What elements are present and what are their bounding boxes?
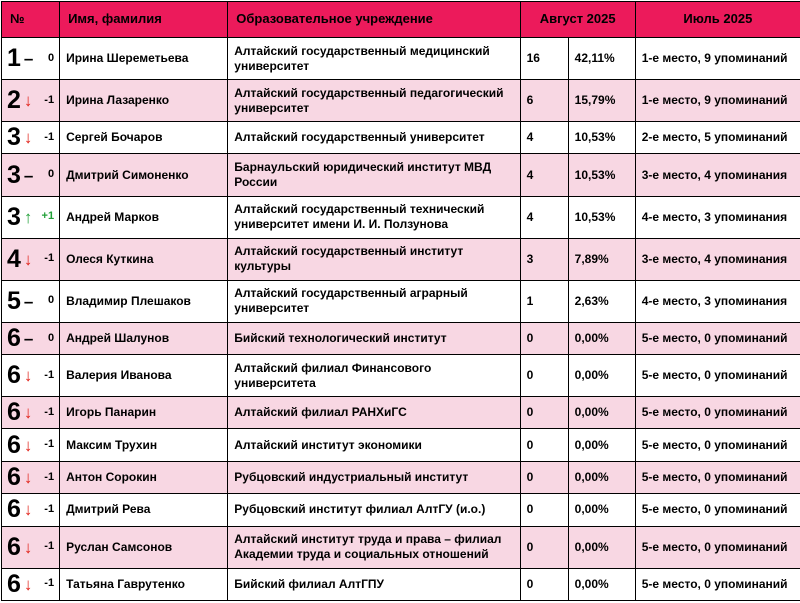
- trend-arrow-icon: ↓: [23, 537, 33, 557]
- july-result: 5-е место, 0 упоминаний: [635, 322, 800, 354]
- institution: Алтайский государственный медицинский университет: [228, 38, 520, 80]
- table-row: [2, 196, 800, 238]
- header-name: Имя, фамилия: [60, 2, 228, 38]
- institution: Алтайский государственный аграрный университет: [228, 280, 520, 322]
- mention-count: 0: [520, 526, 568, 568]
- rank-number: 6: [7, 462, 21, 491]
- header-july: Июль 2025: [635, 2, 800, 38]
- mention-count: 0: [520, 461, 568, 493]
- institution: Алтайский филиал Финансового университета: [228, 355, 520, 397]
- mention-count: 0: [520, 322, 568, 354]
- july-result: 5-е место, 0 упоминаний: [635, 526, 800, 568]
- rank-number: 3: [7, 202, 21, 231]
- mention-percent: 0,00%: [568, 461, 635, 493]
- rank-wrap: [7, 323, 55, 352]
- table-row: [2, 494, 800, 526]
- ranking-table: [1, 1, 800, 601]
- mention-count: 6: [520, 80, 568, 122]
- rank-number: 4: [7, 244, 21, 273]
- rank-cell: [2, 355, 60, 397]
- rank-number: 6: [7, 361, 21, 390]
- table-row: [2, 429, 800, 461]
- person-name: Валерия Иванова: [60, 355, 228, 397]
- rank-wrap: [7, 286, 55, 315]
- table-header-row: [2, 2, 800, 38]
- table-row: [2, 122, 800, 154]
- mention-count: 0: [520, 494, 568, 526]
- rank-number: 6: [7, 569, 21, 598]
- rank-number: 3: [7, 160, 21, 189]
- table-body: [2, 38, 800, 601]
- rank-cell: [2, 280, 60, 322]
- rank-cell: [2, 526, 60, 568]
- july-result: 5-е место, 0 упоминаний: [635, 494, 800, 526]
- person-name: Олеся Куткина: [60, 238, 228, 280]
- rank-wrap: [7, 532, 55, 561]
- rank-cell: [2, 80, 60, 122]
- trend-arrow-icon: ↓: [23, 574, 33, 594]
- july-result: 1-е место, 9 упоминаний: [635, 80, 800, 122]
- rank-cell: [2, 122, 60, 154]
- mention-count: 1: [520, 280, 568, 322]
- person-name: Руслан Самсонов: [60, 526, 228, 568]
- rank-change: 0: [47, 168, 55, 181]
- july-result: 5-е место, 0 упоминаний: [635, 461, 800, 493]
- table-row: [2, 461, 800, 493]
- table-row: [2, 322, 800, 354]
- institution: Алтайский государственный педагогический университет: [228, 80, 520, 122]
- july-result: 3-е место, 4 упоминания: [635, 154, 800, 196]
- table-row: [2, 526, 800, 568]
- rank-change: 0: [47, 331, 55, 344]
- rank-cell: [2, 154, 60, 196]
- rank-cell: [2, 38, 60, 80]
- rank-number: 6: [7, 430, 21, 459]
- rank-wrap: [7, 46, 54, 71]
- header-institution: Образовательное учреждение: [228, 2, 520, 38]
- rank-cell: [2, 494, 60, 526]
- july-result: 4-е место, 3 упоминания: [635, 280, 800, 322]
- person-name: Ирина Лазаренко: [60, 80, 228, 122]
- trend-arrow-icon: ↓: [23, 128, 33, 148]
- rank-number: 6: [7, 323, 21, 352]
- mention-percent: 15,79%: [568, 80, 635, 122]
- institution: Рубцовский индустриальный институт: [228, 461, 520, 493]
- mention-percent: 7,89%: [568, 238, 635, 280]
- rank-wrap: [7, 462, 55, 491]
- trend-arrow-icon: –: [23, 165, 34, 185]
- mention-percent: 10,53%: [568, 122, 635, 154]
- trend-arrow-icon: –: [23, 49, 34, 69]
- person-name: Сергей Бочаров: [60, 122, 228, 154]
- header-august: Август 2025: [520, 2, 635, 38]
- trend-arrow-icon: ↓: [23, 403, 33, 423]
- institution: Алтайский институт экономики: [228, 429, 520, 461]
- table-row: [2, 397, 800, 429]
- person-name: Андрей Шалунов: [60, 322, 228, 354]
- table-row: [2, 280, 800, 322]
- july-result: 3-е место, 4 упоминания: [635, 238, 800, 280]
- rank-change: -1: [44, 470, 55, 483]
- table-row: [2, 568, 800, 600]
- table-row: [2, 38, 800, 80]
- july-result: 1-е место, 9 упоминаний: [635, 38, 800, 80]
- mention-count: 0: [520, 355, 568, 397]
- july-result: 4-е место, 3 упоминания: [635, 196, 800, 238]
- person-name: Татьяна Гаврутенко: [60, 568, 228, 600]
- mention-count: 0: [520, 429, 568, 461]
- rank-cell: [2, 397, 60, 429]
- rank-wrap: [7, 569, 55, 598]
- mention-percent: 0,00%: [568, 568, 635, 600]
- institution: Бийский технологический институт: [228, 322, 520, 354]
- mention-percent: 0,00%: [568, 526, 635, 568]
- person-name: Максим Трухин: [60, 429, 228, 461]
- rank-number: 6: [7, 495, 21, 524]
- rank-wrap: [7, 497, 54, 522]
- person-name: Владимир Плешаков: [60, 280, 228, 322]
- person-name: Ирина Шереметьева: [60, 38, 228, 80]
- table-row: [2, 238, 800, 280]
- rank-number: 6: [7, 398, 21, 427]
- institution: Алтайский институт труда и права – филиал Академии труда и социальных отношений: [228, 526, 520, 568]
- mention-percent: 0,00%: [568, 429, 635, 461]
- rank-wrap: [7, 202, 55, 231]
- july-result: 5-е место, 0 упоминаний: [635, 429, 800, 461]
- rank-change: -1: [44, 540, 55, 553]
- rank-change: -1: [44, 438, 55, 451]
- mention-percent: 10,53%: [568, 196, 635, 238]
- trend-arrow-icon: ↓: [23, 91, 33, 111]
- person-name: Антон Сорокин: [60, 461, 228, 493]
- trend-arrow-icon: ↓: [23, 249, 33, 269]
- rank-change: -1: [44, 252, 55, 265]
- rank-wrap: [7, 88, 54, 113]
- trend-arrow-icon: –: [23, 328, 34, 348]
- july-result: 5-е место, 0 упоминаний: [635, 568, 800, 600]
- person-name: Дмитрий Рева: [60, 494, 228, 526]
- july-result: 5-е место, 0 упоминаний: [635, 397, 800, 429]
- rank-cell: [2, 461, 60, 493]
- person-name: Игорь Панарин: [60, 397, 228, 429]
- trend-arrow-icon: ↓: [23, 366, 33, 386]
- person-name: Андрей Марков: [60, 196, 228, 238]
- institution: Алтайский государственный институт культуры: [228, 238, 520, 280]
- mention-percent: 0,00%: [568, 494, 635, 526]
- rank-change: -1: [44, 405, 55, 418]
- institution: Рубцовский институт филиал АлтГУ (и.о.): [228, 494, 520, 526]
- trend-arrow-icon: ↓: [23, 500, 33, 520]
- table-row: [2, 80, 800, 122]
- institution: Алтайский государственный технический университет имени И. И. Ползунова: [228, 196, 520, 238]
- trend-arrow-icon: ↑: [23, 207, 33, 227]
- july-result: 2-е место, 5 упоминаний: [635, 122, 800, 154]
- mention-count: 4: [520, 196, 568, 238]
- rank-wrap: [7, 400, 54, 425]
- mention-count: 0: [520, 568, 568, 600]
- mention-count: 4: [520, 122, 568, 154]
- trend-arrow-icon: ↓: [23, 467, 33, 487]
- rank-change: -1: [44, 93, 55, 106]
- rank-change: 0: [47, 294, 55, 307]
- mention-percent: 0,00%: [568, 397, 635, 429]
- rank-cell: [2, 322, 60, 354]
- header-rank: №: [2, 2, 60, 38]
- rank-change: -1: [44, 368, 55, 381]
- mention-percent: 10,53%: [568, 154, 635, 196]
- rank-cell: [2, 568, 60, 600]
- mention-count: 4: [520, 154, 568, 196]
- rank-cell: [2, 238, 60, 280]
- institution: Алтайский государственный университет: [228, 122, 520, 154]
- rank-wrap: [7, 160, 55, 189]
- mention-percent: 2,63%: [568, 280, 635, 322]
- rank-wrap: [7, 244, 55, 273]
- mention-percent: 0,00%: [568, 355, 635, 397]
- rank-number: 5: [7, 286, 21, 315]
- rank-wrap: [7, 363, 54, 388]
- rank-change: 0: [47, 51, 55, 64]
- mention-count: 16: [520, 38, 568, 80]
- rank-change: +1: [41, 210, 55, 223]
- rank-number: 1: [7, 44, 21, 73]
- table-row: [2, 154, 800, 196]
- institution: Барнаульский юридический институт МВД России: [228, 154, 520, 196]
- july-result: 5-е место, 0 упоминаний: [635, 355, 800, 397]
- rank-number: 6: [7, 532, 21, 561]
- rank-cell: [2, 429, 60, 461]
- mention-count: 3: [520, 238, 568, 280]
- rank-change: -1: [44, 130, 55, 143]
- institution: Бийский филиал АлтГПУ: [228, 568, 520, 600]
- table-row: [2, 355, 800, 397]
- mention-percent: 0,00%: [568, 322, 635, 354]
- rank-wrap: [7, 430, 55, 459]
- rank-cell: [2, 196, 60, 238]
- mention-count: 0: [520, 397, 568, 429]
- mention-percent: 42,11%: [568, 38, 635, 80]
- trend-arrow-icon: ↓: [23, 435, 33, 455]
- person-name: Дмитрий Симоненко: [60, 154, 228, 196]
- institution: Алтайский филиал РАНХиГС: [228, 397, 520, 429]
- rank-change: -1: [44, 577, 55, 590]
- rank-number: 3: [7, 123, 21, 152]
- trend-arrow-icon: –: [23, 291, 34, 311]
- rank-change: -1: [44, 502, 55, 515]
- rank-number: 2: [7, 86, 21, 115]
- rank-wrap: [7, 125, 54, 150]
